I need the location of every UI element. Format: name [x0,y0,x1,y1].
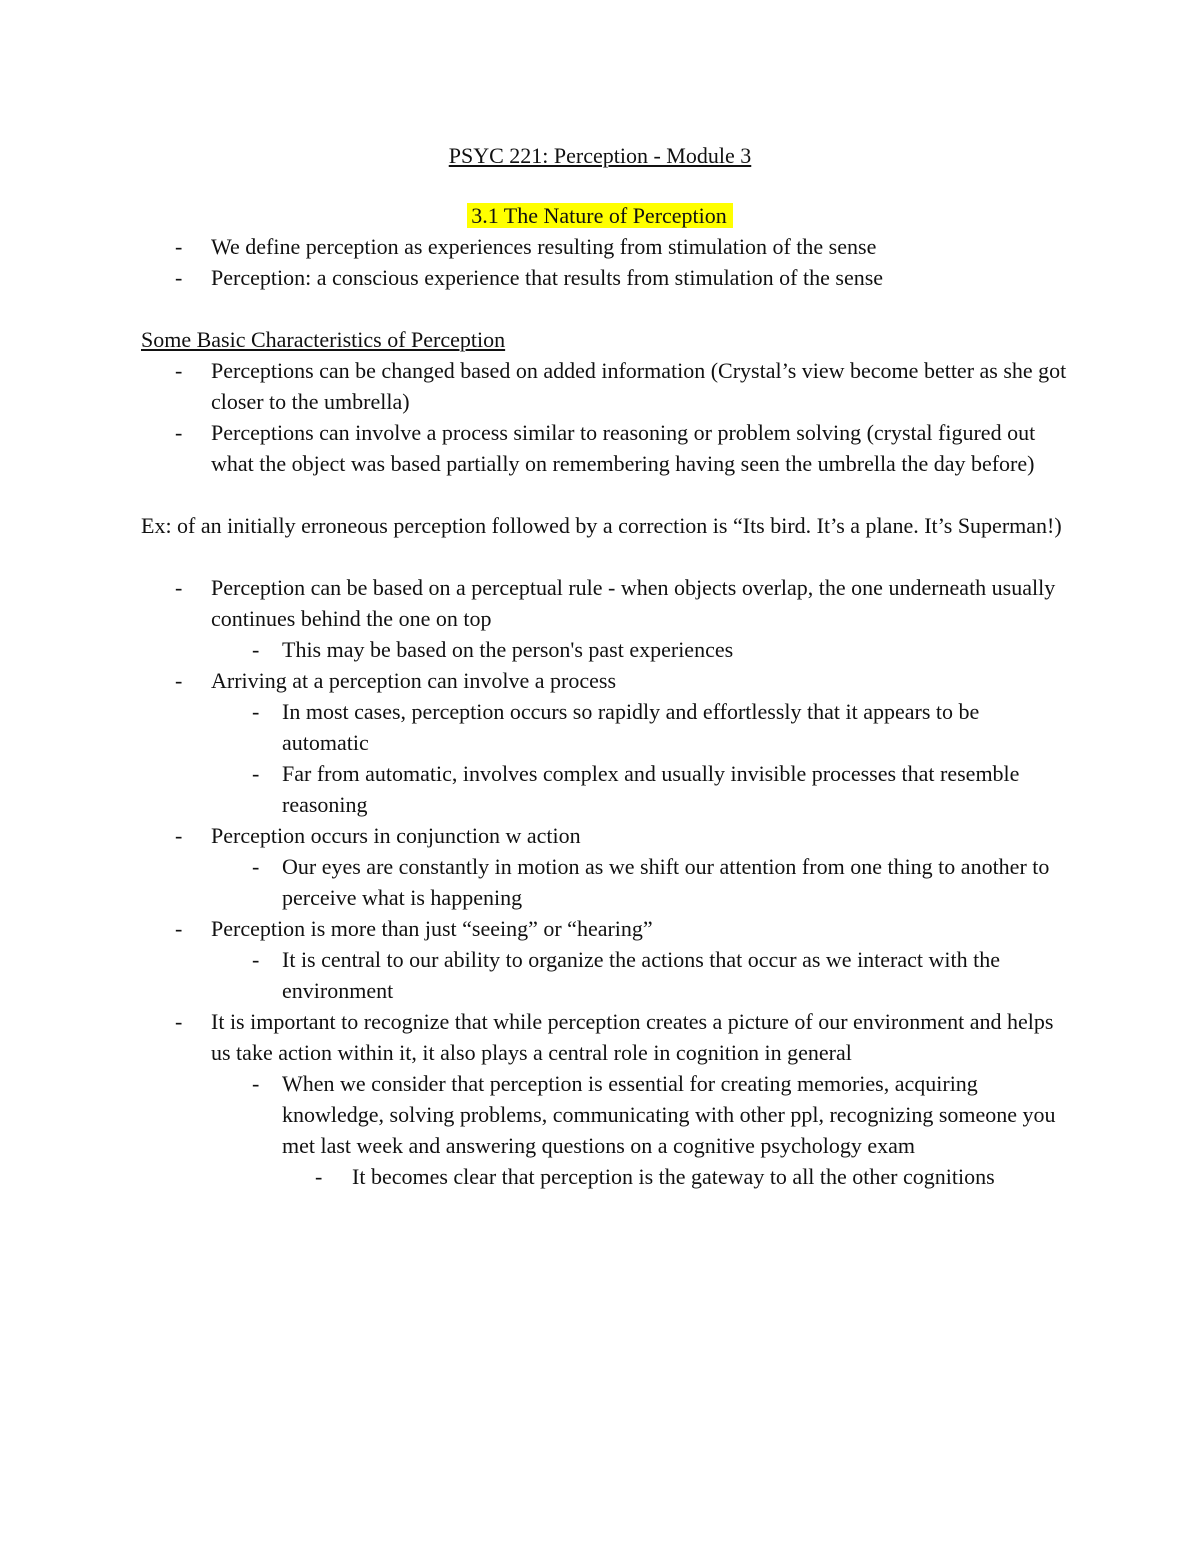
sub-sub-list-item-text: It becomes clear that perception is the gateway to all the other cognitions [352,1164,995,1189]
list-item [141,913,1071,944]
list-item-text: Perception occurs in conjunction w action [211,823,581,848]
list-item-text: Perception can be based on a perceptual rule - when objects overlap, the one underneath usually continues behind the one on top [211,575,1056,631]
list-item [141,355,1071,417]
bullet-dash: - [252,699,260,724]
bullet-dash: - [175,420,183,445]
list-item [141,820,1071,851]
document-title-text: PSYC 221: Perception - Module 3 [448,143,752,168]
list-item [141,665,1071,696]
list-item-text: Perceptions can be changed based on added information (Crystal’s view become better as she got closer to the umbrella) [211,358,1067,414]
document-body [141,231,1071,1192]
list-item [141,417,1071,479]
sub-list-item [141,634,1071,665]
sub-list-item-text: This may be based on the person's past experiences [282,637,734,662]
sub-sub-list-item [141,1161,1071,1192]
sub-list-item-text: In most cases, perception occurs so rapidly and effortlessly that it appears to be automatic [282,699,980,755]
document-title [0,140,1200,171]
list-item [141,262,1071,293]
list-item-text: We define perception as experiences resulting from stimulation of the sense [211,234,877,259]
bullet-dash: - [175,234,183,259]
subheading: Some Basic Characteristics of Perception [141,327,506,352]
section-heading-text: 3.1 The Nature of Perception [467,203,733,228]
sub-list-item-text: Far from automatic, involves complex and usually invisible processes that resemble reasoning [282,761,1020,817]
bullet-dash: - [252,1071,260,1096]
sub-list-item-text: When we consider that perception is essential for creating memories, acquiring knowledge, solving problems, communicating with other ppl, recognizing someone you met last week and answering questions on a cognitive psychology exam [282,1071,1056,1158]
bullet-dash: - [175,265,183,290]
list-item [141,572,1071,634]
bullet-dash: - [175,358,183,383]
list-item-text: Arriving at a perception can involve a process [211,668,617,693]
bullet-dash: - [175,668,183,693]
sub-list-item-text: Our eyes are constantly in motion as we shift our attention from one thing to another to perceive what is happening [282,854,1050,910]
bullet-dash: - [175,916,183,941]
list-item-text: Perception is more than just “seeing” or “hearing” [211,916,653,941]
bullet-dash: - [252,637,260,662]
section-heading [0,200,1200,231]
bullet-dash: - [315,1164,323,1189]
list-item-text: Perceptions can involve a process similar to reasoning or problem solving (crystal figured out what the object was based partially on remembering having seen the umbrella the day before) [211,420,1036,476]
list-item [141,1006,1071,1068]
bullet-dash: - [175,823,183,848]
list-item [141,231,1071,262]
sub-list-item [141,851,1071,913]
sub-list-item [141,696,1071,758]
example-paragraph: Ex: of an initially erroneous perception followed by a correction is “Its bird. It’s a plane. It’s Superman!) [141,513,1062,538]
list-item-text: It is important to recognize that while perception creates a picture of our environment and helps us take action within it, it also plays a central role in cognition in general [211,1009,1054,1065]
bullet-dash: - [175,1009,183,1034]
bullet-dash: - [252,854,260,879]
sub-list-item [141,944,1071,1006]
sub-list-item-text: It is central to our ability to organize the actions that occur as we interact with the environment [282,947,1001,1003]
sub-list-item [141,1068,1071,1161]
sub-list-item [141,758,1071,820]
bullet-dash: - [252,761,260,786]
bullet-dash: - [252,947,260,972]
list-item-text: Perception: a conscious experience that results from stimulation of the sense [211,265,884,290]
bullet-dash: - [175,575,183,600]
